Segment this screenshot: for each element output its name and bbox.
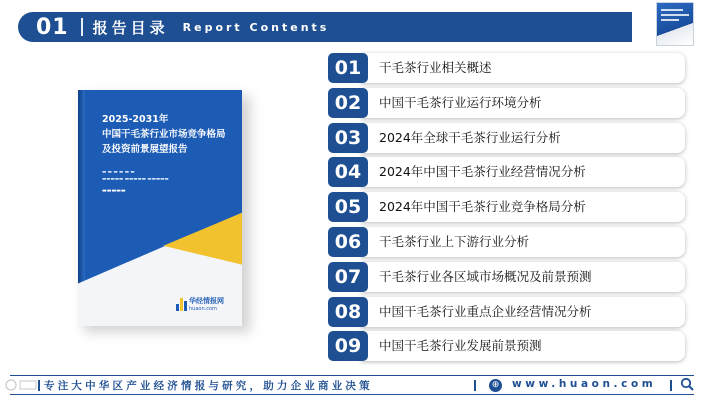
toc-item-label: 干毛茶行业上下游行业分析 (379, 233, 530, 249)
website-link[interactable]: www.huaon.com (512, 378, 657, 390)
cover-title (102, 112, 234, 157)
toc-item[interactable] (328, 297, 685, 327)
publisher-logo (176, 296, 224, 312)
section-title: 报告目录 (92, 18, 169, 37)
toc-item[interactable] (328, 53, 685, 83)
toc-item-number: 03 (328, 123, 368, 153)
toc-item-label: 中国干毛茶行业发展前景预测 (379, 338, 542, 354)
toc-item-label: 2024年全球干毛茶行业运行分析 (379, 129, 561, 145)
toc-item-label: 2024年中国干毛茶行业竞争格局分析 (379, 199, 586, 215)
report-cover (78, 90, 242, 326)
footer-divider (670, 380, 672, 391)
toc-item[interactable] (328, 88, 685, 118)
toc-item[interactable] (328, 123, 685, 153)
logo-domain: huaon.com (189, 306, 217, 312)
footer-rule-bottom (10, 394, 694, 395)
globe-icon: ⊕ (489, 379, 502, 392)
cover-publisher: ▬▬▬▬▬ (102, 188, 126, 194)
section-number: 01 (36, 14, 69, 40)
toc-item[interactable] (328, 331, 685, 361)
toc-item-number: 01 (328, 53, 368, 83)
toc-item[interactable] (328, 192, 685, 222)
toc-item-label: 干毛茶行业相关概述 (379, 60, 492, 75)
logo-name: 华经情报网 (189, 297, 224, 305)
toc-item-number: 06 (328, 227, 368, 257)
toc-item-number: 05 (328, 192, 368, 222)
cover-title-line-1: 2025-2031年 (102, 114, 169, 125)
toc-item-label: 中国干毛茶行业运行环境分析 (379, 94, 542, 110)
logo-bars-icon (176, 298, 186, 311)
search-icon[interactable] (680, 377, 694, 391)
header-divider (81, 18, 83, 36)
toc-item-number: 04 (328, 157, 368, 187)
footer-divider (38, 380, 40, 391)
cover-fine-print: ▬ ▬ ▬ ▬ ▬ ▬ (102, 170, 135, 175)
footer-rule-top (10, 375, 694, 376)
watermark-icon (4, 377, 38, 393)
section-header (18, 12, 632, 42)
cover-fine-print: ▬▬▬▬▬ ▬▬▬▬▬ ▬▬▬▬▬ (102, 177, 169, 182)
toc-item-number: 07 (328, 262, 368, 292)
toc-item[interactable] (328, 157, 685, 187)
toc-item-label: 中国干毛茶行业重点企业经营情况分析 (379, 303, 592, 319)
toc-item-number: 02 (328, 88, 368, 118)
footer-slogan: 专注大中华区产业经济情报与研究，助力企业商业决策 (44, 380, 373, 392)
footer-divider (474, 380, 476, 391)
toc-item-label: 干毛茶行业各区域市场概况及前景预测 (379, 268, 592, 284)
table-of-contents (328, 53, 685, 366)
toc-item[interactable] (328, 262, 685, 292)
cover-title-line-2: 中国干毛茶行业市场竞争格局 (102, 129, 226, 140)
toc-item-label: 2024年中国干毛茶行业经营情况分析 (379, 164, 586, 180)
toc-item-number: 08 (328, 297, 368, 327)
toc-item-number: 09 (328, 331, 368, 361)
section-subtitle: Report Contents (182, 20, 330, 34)
report-thumbnail (656, 2, 694, 46)
cover-title-line-3: 及投资前景展望报告 (102, 144, 188, 155)
toc-item[interactable] (328, 227, 685, 257)
footer (0, 372, 705, 400)
